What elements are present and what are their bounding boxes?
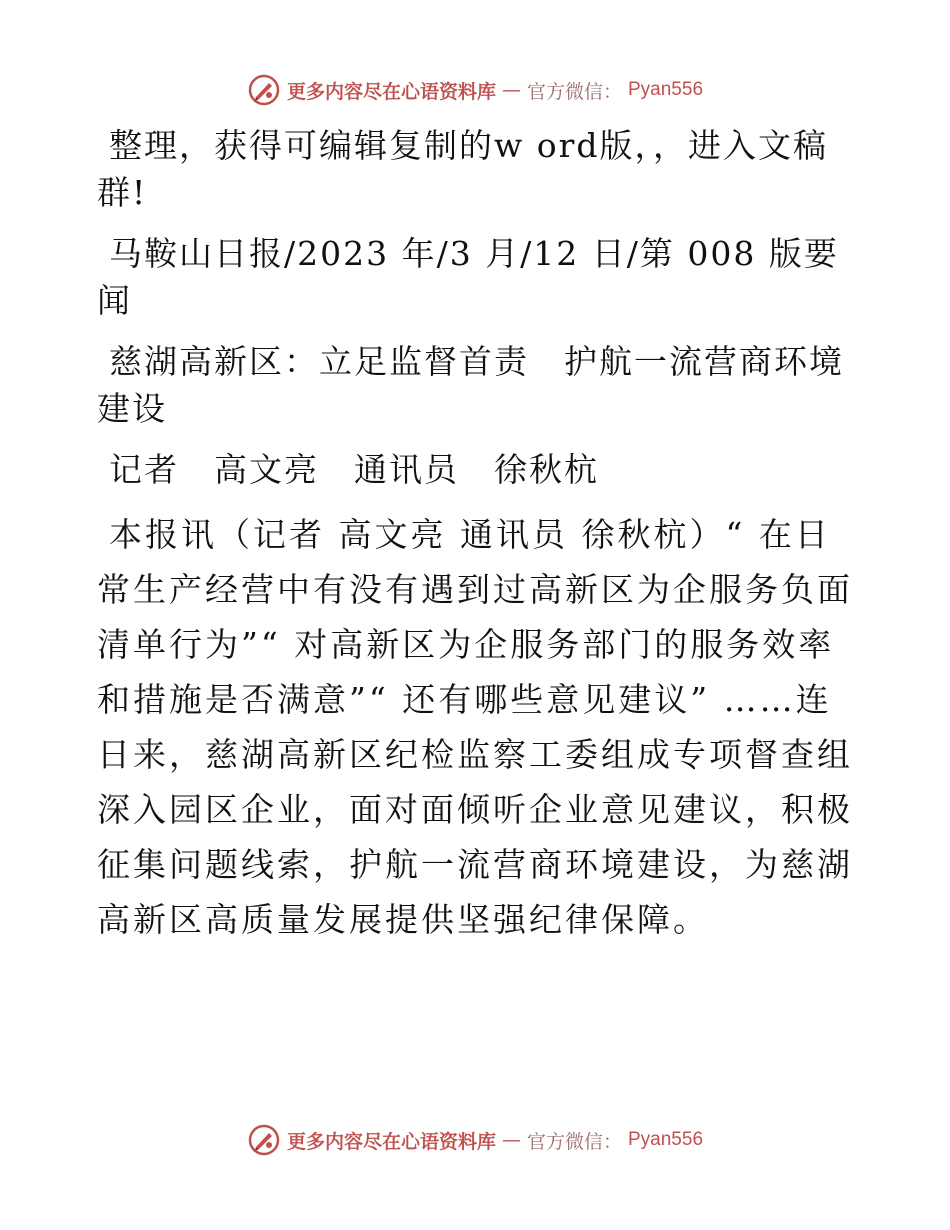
byline: 记者 高文亮 通讯员 徐秋杭	[109, 450, 599, 489]
wechat-label: 官方微信：	[526, 1130, 622, 1153]
document-body	[97, 122, 857, 961]
banner-dash: —	[501, 1129, 521, 1151]
wechat-label: 官方微信：	[526, 80, 622, 103]
wechat-id: Pyan556	[628, 79, 704, 100]
promo-text: 更多内容尽在心语资料库	[286, 80, 496, 103]
header-banner	[0, 70, 950, 110]
quill-pen-logo-icon	[247, 73, 281, 107]
banner-dash: —	[501, 79, 521, 101]
headline: 慈湖高新区：立足监督首责 护航一流营商环境建设	[97, 342, 844, 428]
source-line: 马鞍山日报/2023 年/3 月/12 日/第 008 版要闻	[97, 234, 839, 320]
wechat-id: Pyan556	[628, 1129, 704, 1150]
promo-text: 更多内容尽在心语资料库	[286, 1130, 496, 1153]
article-body: 本报讯（记者 高文亮 通讯员 徐秋杭）“ 在日常生产经营中有没有遇到过高新区为企服务负面清单行为”“ 对高新区为企服务部门的服务效率和措施是否满意”“ 还有哪些意见建议” ……连日来，慈湖高新区纪检监察工委组成专项督查组深入园区企业，面对面倾听企业意见建议，积极征集问题线索，护航一流营商环境建设，为慈湖高新区高质量发展提供坚强纪律保障。	[97, 515, 853, 939]
intro-paragraph: 整理，获得可编辑复制的w ord版，，进入文稿群!	[97, 126, 829, 212]
quill-pen-logo-icon	[247, 1123, 281, 1157]
footer-banner	[0, 1120, 950, 1160]
